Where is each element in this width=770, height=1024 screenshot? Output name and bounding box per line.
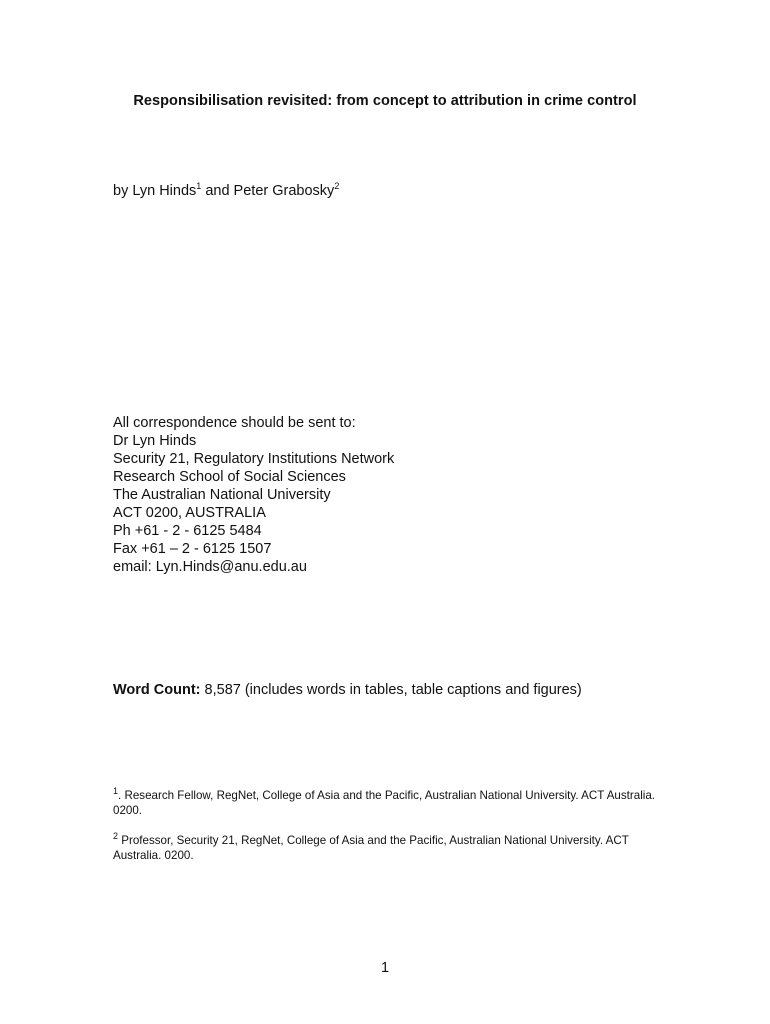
footnote-1-text: . Research Fellow, RegNet, College of Asia and the Pacific, Australian National University. ACT Australia. 0200. — [113, 789, 656, 817]
document-title: Responsibilisation revisited: from concept to attribution in crime control — [133, 93, 637, 109]
correspondence-university: The Australian National University — [113, 487, 331, 503]
correspondence-phone: Ph +61 - 2 - 6125 5484 — [113, 523, 262, 539]
byline-first-author: by Lyn Hinds — [113, 183, 197, 199]
footnote-2-marker: 2 — [113, 831, 119, 842]
correspondence-unit: Security 21, Regulatory Institutions Network — [113, 451, 395, 467]
footnote-2-text: Professor, Security 21, RegNet, College of Asia and the Pacific, Australian National University. ACT Australia. 0200. — [113, 834, 629, 862]
correspondence-school: Research School of Social Sciences — [113, 469, 346, 485]
page-number: 1 — [380, 960, 390, 976]
footnote-ref-1: 1 — [196, 181, 202, 192]
correspondence-postcode: ACT 0200, AUSTRALIA — [113, 505, 266, 521]
footnote-ref-2: 2 — [334, 181, 340, 192]
correspondence-name: Dr Lyn Hinds — [113, 433, 197, 449]
correspondence-email: email: Lyn.Hinds@anu.edu.au — [113, 559, 307, 575]
footnote-2 — [113, 833, 673, 863]
word-count-label: Word Count: — [113, 682, 201, 698]
correspondence-heading: All correspondence should be sent to: — [113, 415, 356, 431]
correspondence-fax: Fax +61 – 2 - 6125 1507 — [113, 541, 272, 557]
byline-second-author: and Peter Grabosky — [201, 183, 335, 199]
author-byline — [113, 183, 339, 199]
footnote-1-marker: 1 — [113, 786, 119, 797]
footnote-1 — [113, 788, 673, 818]
word-count-value: 8,587 (includes words in tables, table captions and figures) — [200, 682, 582, 698]
word-count — [113, 682, 582, 698]
correspondence-block — [113, 414, 394, 576]
